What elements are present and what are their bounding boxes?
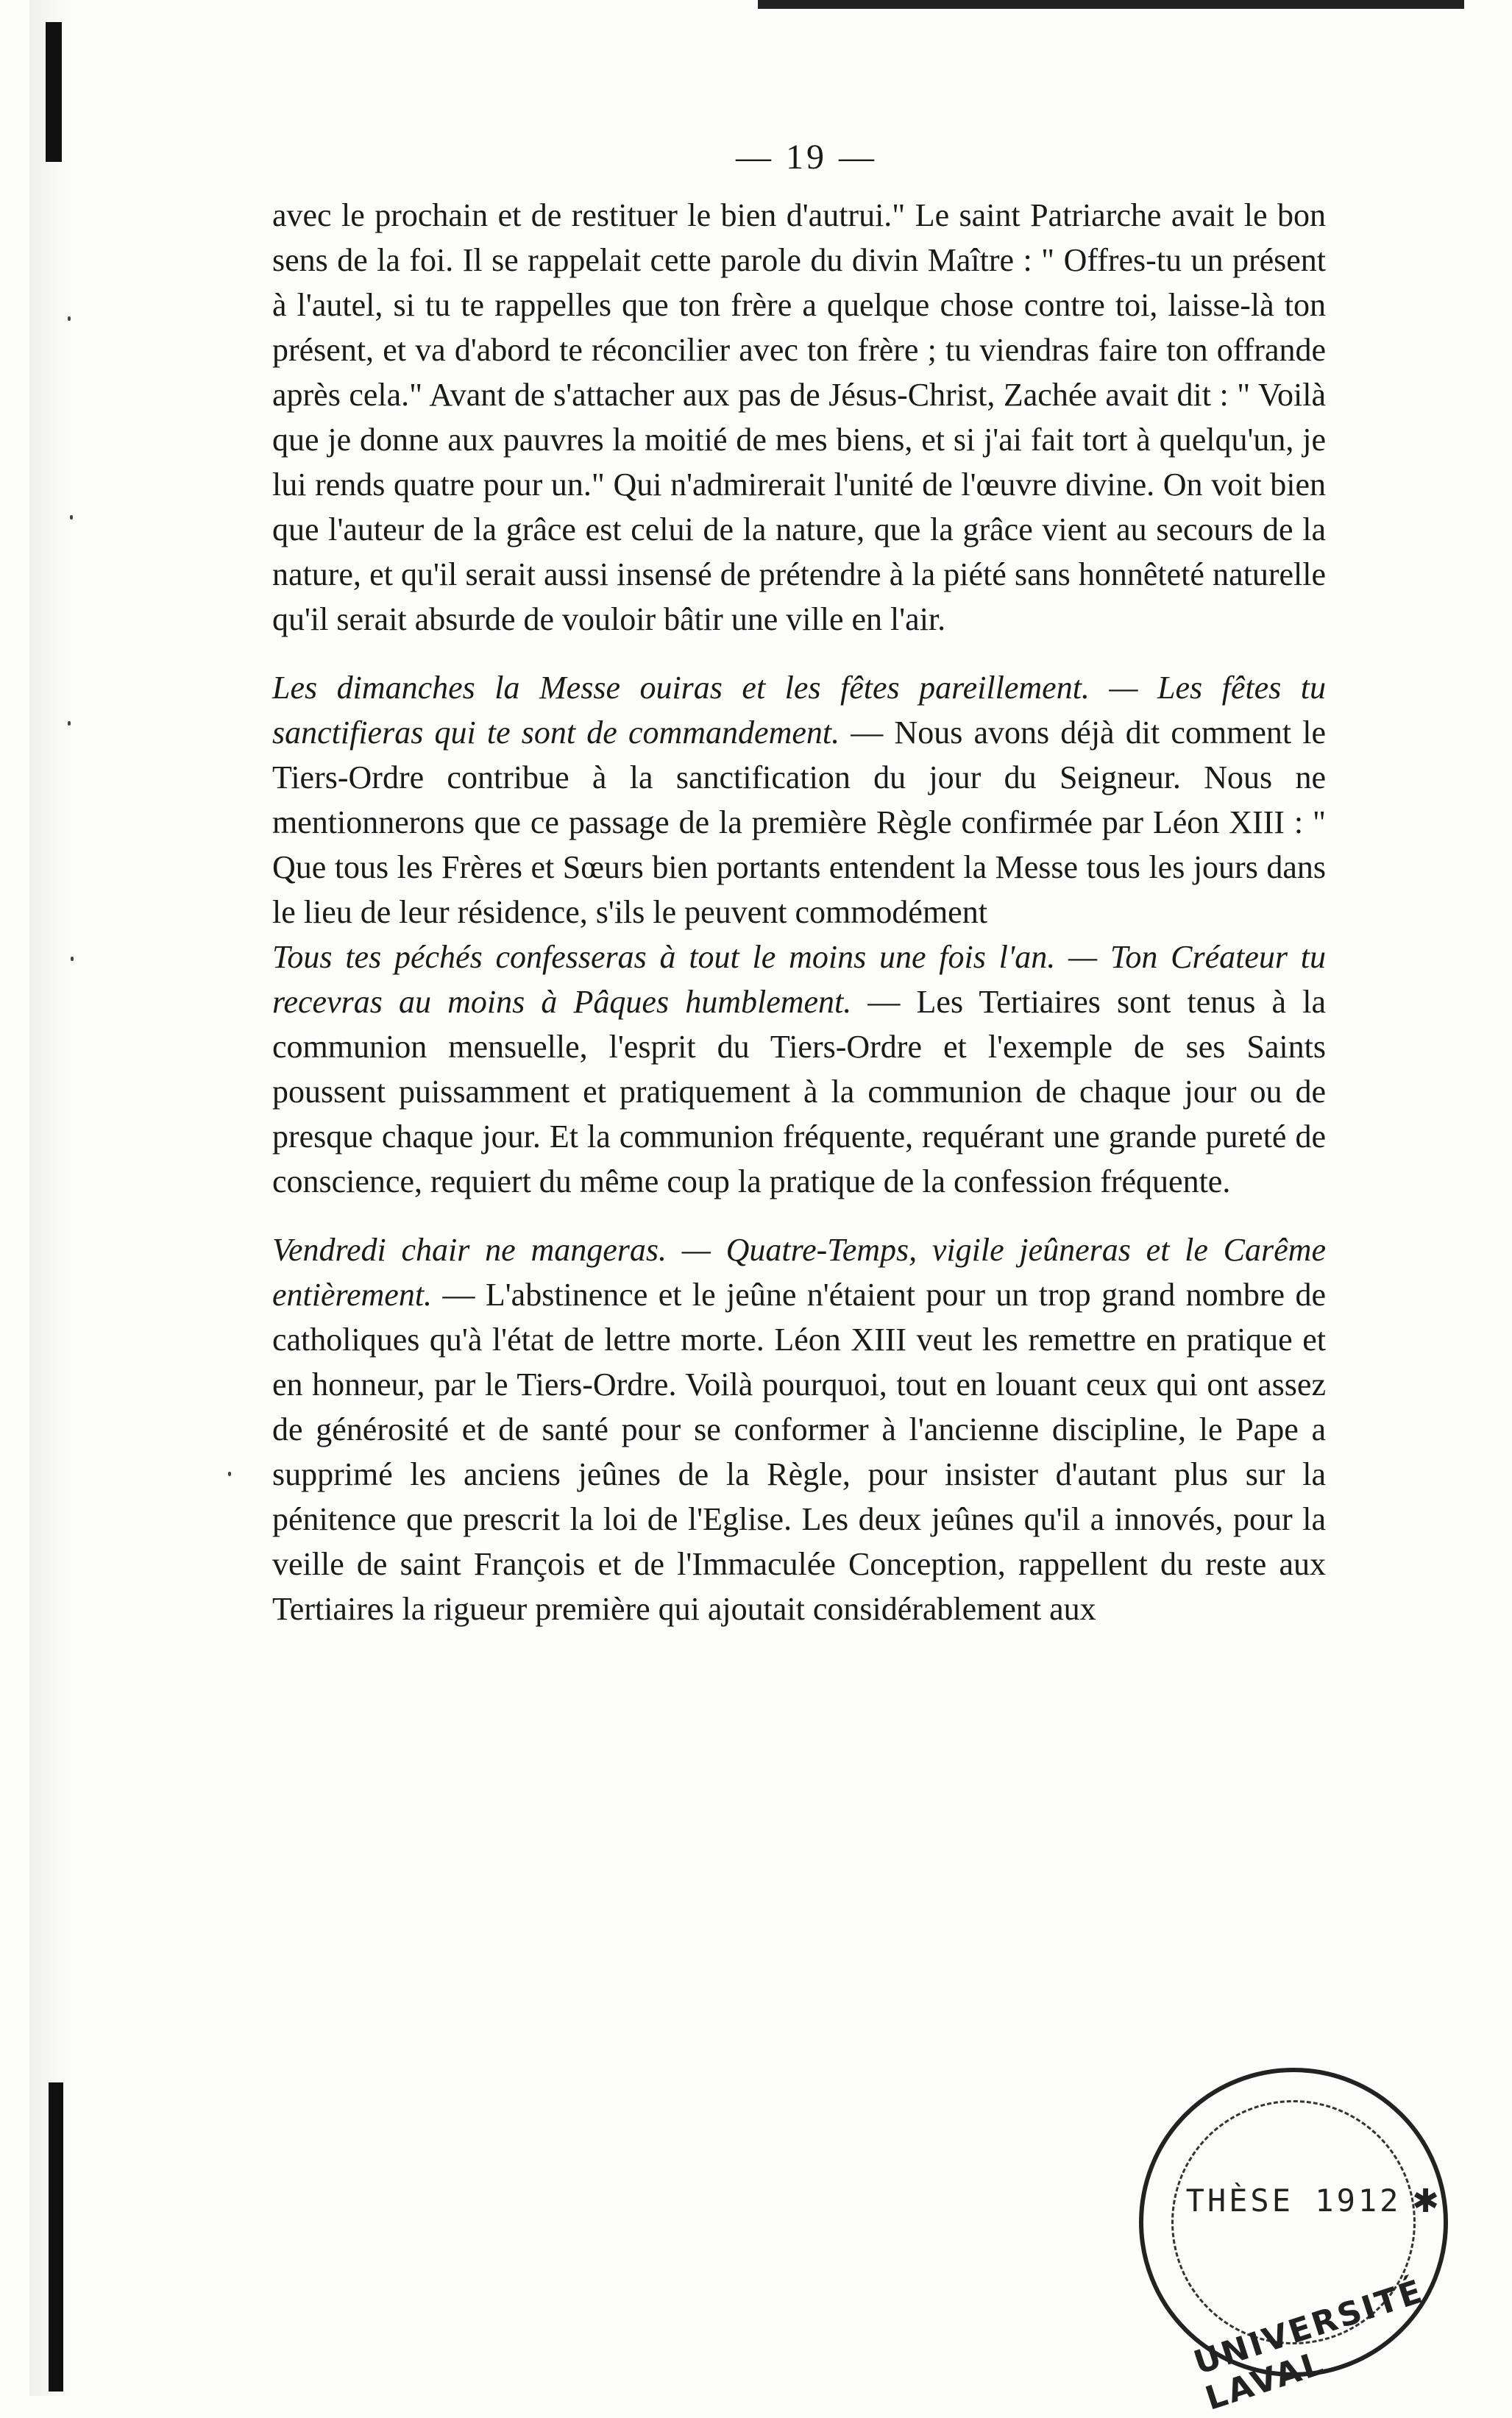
paragraph-text: — Les Tertiaires sont tenus à la communion mensuelle, l'esprit du Tiers-Ordre et l'exemple de ses Saints poussent puissamment et pratiquement à la communion de chaque jour ou de presque chaque jour. Et la communion fréquente, requérant une grande pureté de conscience, requiert du même coup la pratique de la confession fréquente. — [272, 984, 1326, 1199]
binding-edge — [29, 0, 74, 2396]
commandment-heading: Vendredi chair ne mangeras. — Quatre-Temps, vigile jeûneras et le Carême entièrement. — [272, 1232, 1326, 1313]
margin-speck — [68, 721, 71, 726]
margin-speck — [70, 515, 73, 520]
paragraph-sunday-mass — [272, 665, 1326, 935]
paragraph-fasting — [272, 1227, 1326, 1631]
binding-mark-top — [46, 22, 62, 162]
paragraph-text: — Nous avons déjà dit comment le Tiers-Ordre contribue à la sanctification du jour du Seigneur. Nous ne mentionnerons que ce passage de la première Règle confirmée par Léon XIII : " Que tous les Frères et Sœurs bien portants entendent la Messe tous les jours dans le lieu de leur résidence, s'ils le peuvent commodément — [272, 715, 1326, 930]
commandment-heading: Les dimanches la Messe ouiras et les fêtes pareillement. — Les fêtes tu sanctifieras qui te sont de commandement. — [272, 670, 1326, 751]
paragraph-confession — [272, 935, 1326, 1204]
margin-speck — [71, 957, 74, 961]
margin-speck — [228, 1472, 231, 1476]
commandment-heading: Tous tes péchés confesseras à tout le moins une fois l'an. — Ton Créateur tu recevras au moins à Pâques humblement. — [272, 939, 1326, 1020]
paragraph-text: — L'abstinence et le jeûne n'étaient pour un trop grand nombre de catholiques qu'à l'état de lettre morte. Léon XIII veut les remettre en pratique et en honneur, par le Tiers-Ordre. Voilà pourquoi, tout en louant ceux qui ont assez de générosité et de santé pour se conformer à l'ancienne discipline, le Pape a supprimé les anciens jeûnes de la Règle, pour insister d'autant plus sur la pénitence que prescrit la loi de l'Eglise. Les deux jeûnes qu'il a innovés, pour la veille de saint François et de l'Immaculée Conception, rappellent du reste aux Tertiaires la rigueur première qui ajoutait considérablement aux — [272, 1277, 1326, 1627]
page-body — [272, 193, 1326, 1631]
top-edge-rule — [758, 0, 1464, 9]
stamp-date: THÈSE 1912 — [1185, 2183, 1402, 2219]
margin-speck — [68, 316, 71, 321]
paragraph-continuation: avec le prochain et de restituer le bien d'autrui." Le saint Patriarche avait le bon sens de la foi. Il se rappelait cette parole du divin Maître : " Offres-tu un présent à l'autel, si tu te rappelles que ton frère a quelque chose contre toi, laisse-là ton présent, et va d'abord te réconcilier avec ton frère ; tu viendras faire ton offrande après cela." Avant de s'attacher aux pas de Jésus-Christ, Zachée avait dit : " Voilà que je donne aux pauvres la moitié de mes biens, et si j'ai fait tort à quelqu'un, je lui rends quatre pour un." Qui n'admirerait l'unité de l'œuvre divine. On voit bien que l'auteur de la grâce est celui de la nature, que la grâce vient au secours de la nature, et qu'il serait aussi insensé de prétendre à la piété sans honnêteté naturelle qu'il serait absurde de vouloir bâtir une ville en l'air. — [272, 197, 1326, 637]
binding-mark-bottom — [49, 2082, 63, 2392]
page-number: — 19 — — [736, 138, 877, 177]
star-icon: ✱ — [1412, 2183, 1439, 2220]
stamp-institution: UNIVERSITÉ LAVAL — [1189, 2272, 1429, 2418]
library-stamp — [1139, 2068, 1448, 2418]
